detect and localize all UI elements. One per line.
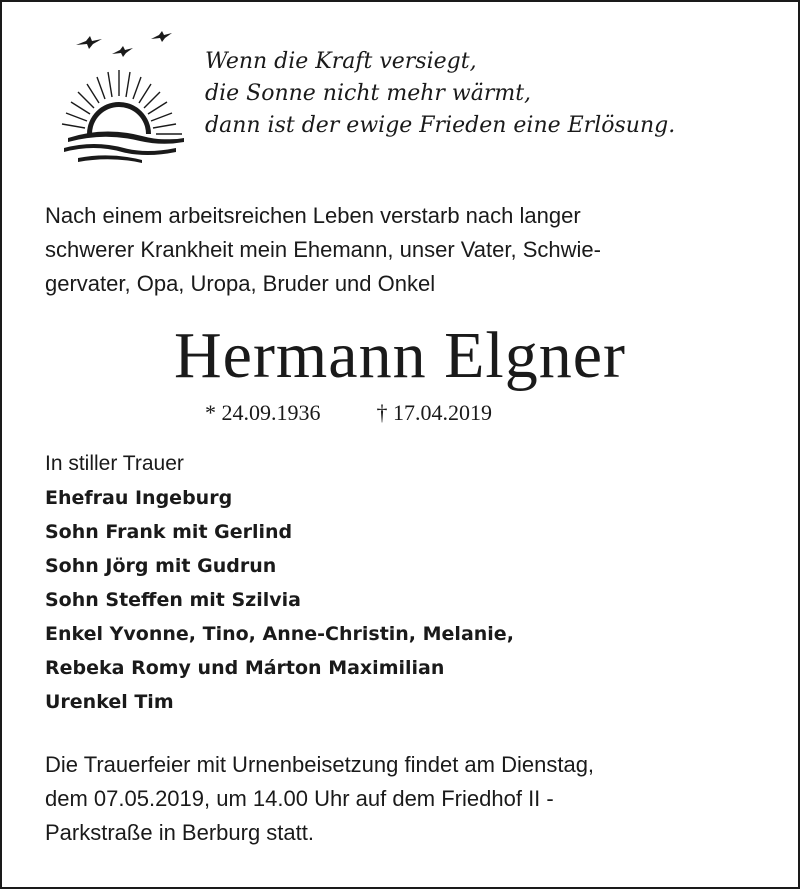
funeral-info (45, 748, 594, 850)
poem-line: dann ist der ewige Frieden eine Erlösung. (205, 113, 676, 138)
poem-line: Wenn die Kraft versiegt, (205, 49, 477, 74)
intro-text (45, 199, 601, 301)
birth-date: * 24.09.1936 (205, 400, 321, 425)
intro-line: gervater, Opa, Uropa, Bruder und Onkel (45, 271, 436, 296)
family-member: Urenkel Tim (45, 691, 174, 713)
family-member: Ehefrau Ingeburg (45, 487, 233, 509)
funeral-line: Parkstraße in Berburg statt. (45, 820, 314, 845)
intro-line: Nach einem arbeitsreichen Leben verstarb nach langer (45, 203, 581, 228)
deceased-name: Hermann Elgner (174, 319, 626, 392)
family-member: Sohn Frank mit Gerlind (45, 521, 293, 543)
death-date: † 17.04.2019 (376, 400, 492, 425)
family-member: Rebeka Romy und Márton Maximilian (45, 657, 445, 679)
funeral-line: Die Trauerfeier mit Urnenbeisetzung findet am Dienstag, (45, 752, 595, 777)
family-list (45, 481, 514, 719)
sun-over-hills-with-birds-icon (54, 22, 194, 172)
poem-line: die Sonne nicht mehr wärmt, (205, 81, 532, 106)
funeral-line: dem 07.05.2019, um 14.00 Uhr auf dem Friedhof II - (45, 786, 554, 811)
family-member: Enkel Yvonne, Tino, Anne-Christin, Melanie, (45, 623, 514, 645)
mourning-heading: In stiller Trauer (45, 452, 184, 475)
family-member: Sohn Steffen mit Szilvia (45, 589, 301, 611)
poem (205, 46, 675, 142)
life-dates (205, 399, 492, 427)
intro-line: schwerer Krankheit mein Ehemann, unser Vater, Schwie- (45, 237, 601, 262)
family-member: Sohn Jörg mit Gudrun (45, 555, 277, 577)
